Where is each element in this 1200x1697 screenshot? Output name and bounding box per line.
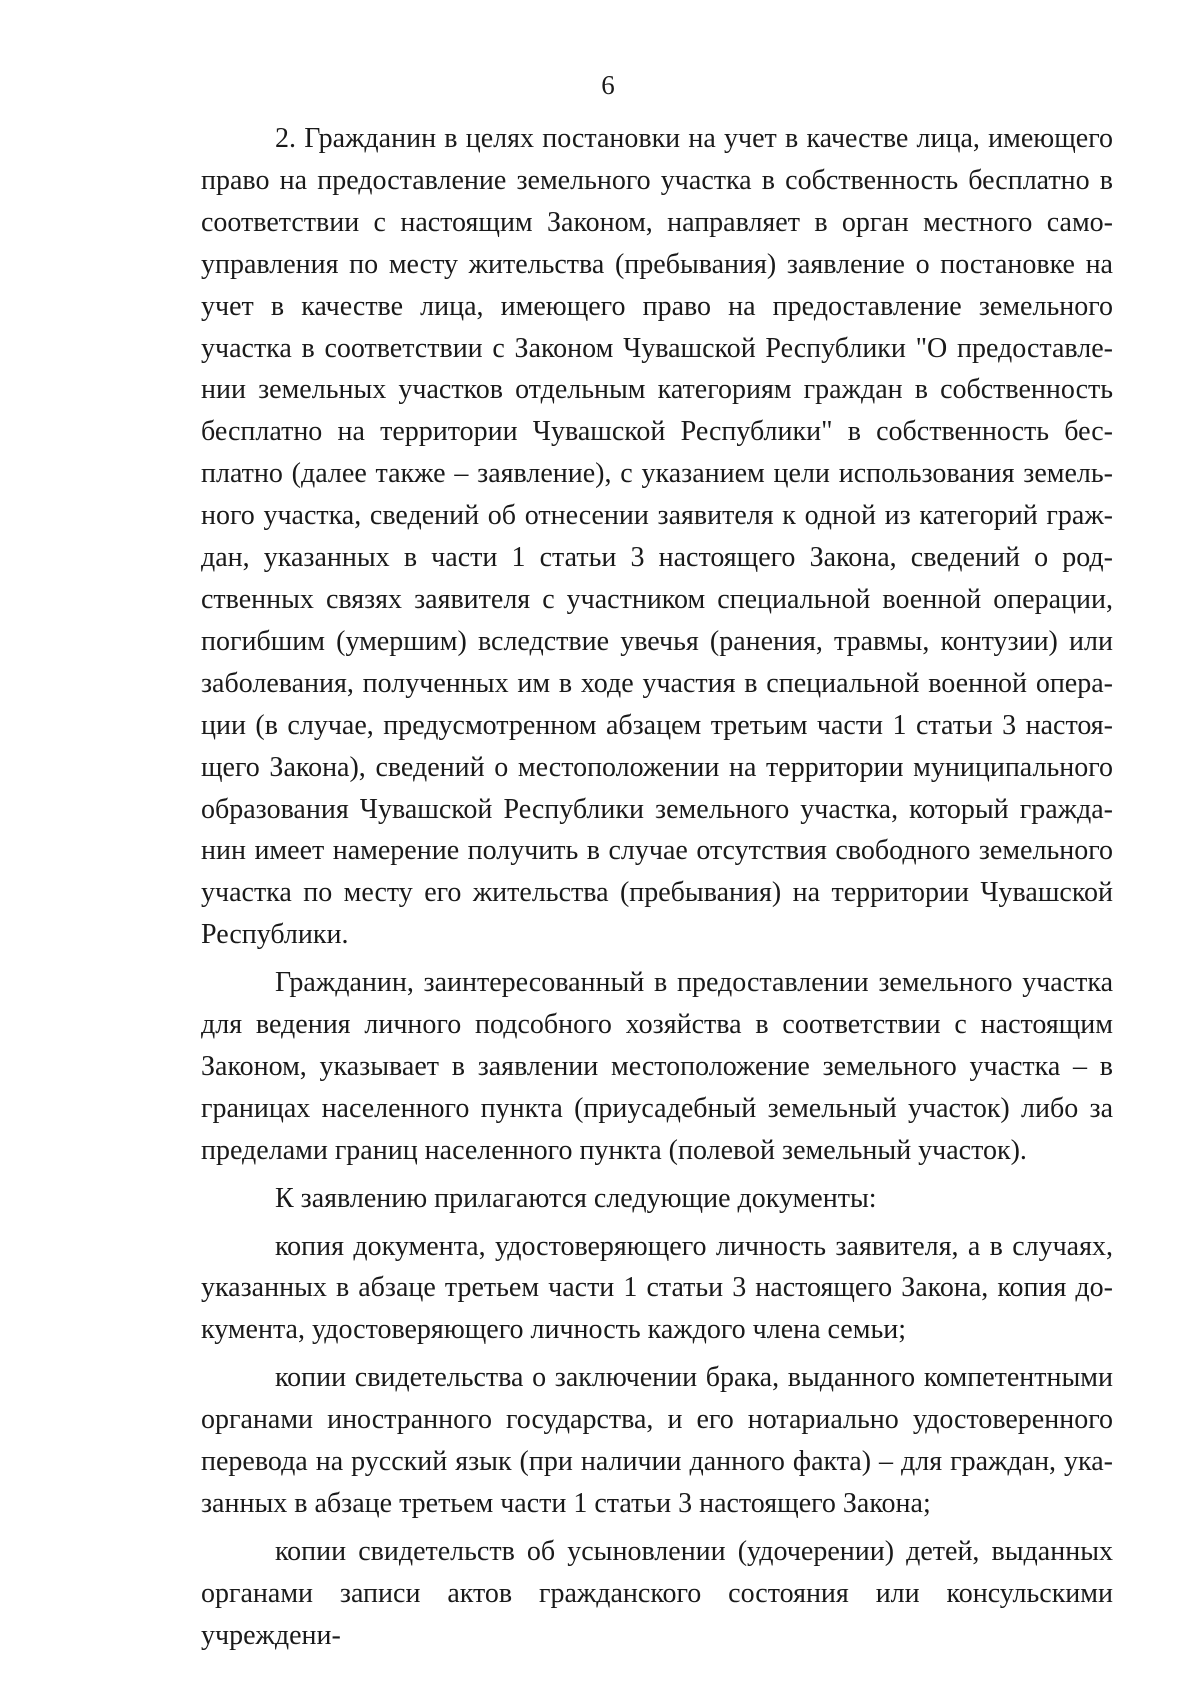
list-item-adoption-certificates: копии свидетельств об усыновлении (удочерении) детей, выданных органами записи актов гражданского состояния или консульскими учреждени- [201,1535,1113,1651]
page-number: 6 [601,70,615,100]
document-body [201,118,1113,1663]
paragraph-citizen-application: 2. Гражданин в целях постановки на учет в качестве лица, имеющего право на предоставление земельного участка в собственность бесплатно в соответствии с настоящим Законом, направляет в орган местного самоуправления по месту жительства (пребывания) заявление о постановке на учет в качестве лица, имеющего право на предоставление земельного участка в соответствии с Законом Чувашской Республики "О предоставлении земельных участков отдельным категориям граждан в собственность бесплатно на территории Чувашской Республики" в собственность бесплатно (далее также – заявление), с указанием цели использования земельного участка, сведений об отнесении заявителя к одной из категорий граждан, указанных в части 1 статьи 3 настоящего Закона, сведений о родственных связях заявителя с участником специальной военной операции, погибшим (умершим) вследствие увечья (ранения, травмы, контузии) или заболевания, полученных им в ходе участия в специальной военной операции (в случае, предусмотренном абзацем третьим части 1 статьи 3 настоящего Закона), сведений о местоположении на территории муниципального образования Чувашской Республики земельного участка, который гражданин имеет намерение получить в случае отсутствия свободного земельного участка по месту его жительства (пребывания) на территории Чувашской Республики. [201,123,1113,951]
paragraph-attached-documents-intro: К заявлению прилагаются следующие документы: [275,1182,877,1214]
paragraph-land-location: Гражданин, заинтересованный в предоставлении земельного участка для ведения личного подсобного хозяйства в соответствии с настоящим Законом, указывает в заявлении местоположение земельного участка – в границах населенного пункта (приусадебный земельный участок) либо за пределами границ населенного пункта (полевой земельный участок). [201,967,1113,1166]
list-item-identity-copy: копия документа, удостоверяющего личность заявителя, а в случаях, указанных в абзаце третьем части 1 статьи 3 настоящего Закона, копия документа, удостоверяющего личность каждого члена семьи; [201,1230,1113,1346]
list-item-marriage-certificate: копии свидетельства о заключении брака, выданного компетентными органами иностранного государства, и его нотариально удостоверенного перевода на русский язык (при наличии данного факта) – для граждан, указанных в абзаце третьем части 1 статьи 3 настоящего Закона; [201,1362,1113,1519]
